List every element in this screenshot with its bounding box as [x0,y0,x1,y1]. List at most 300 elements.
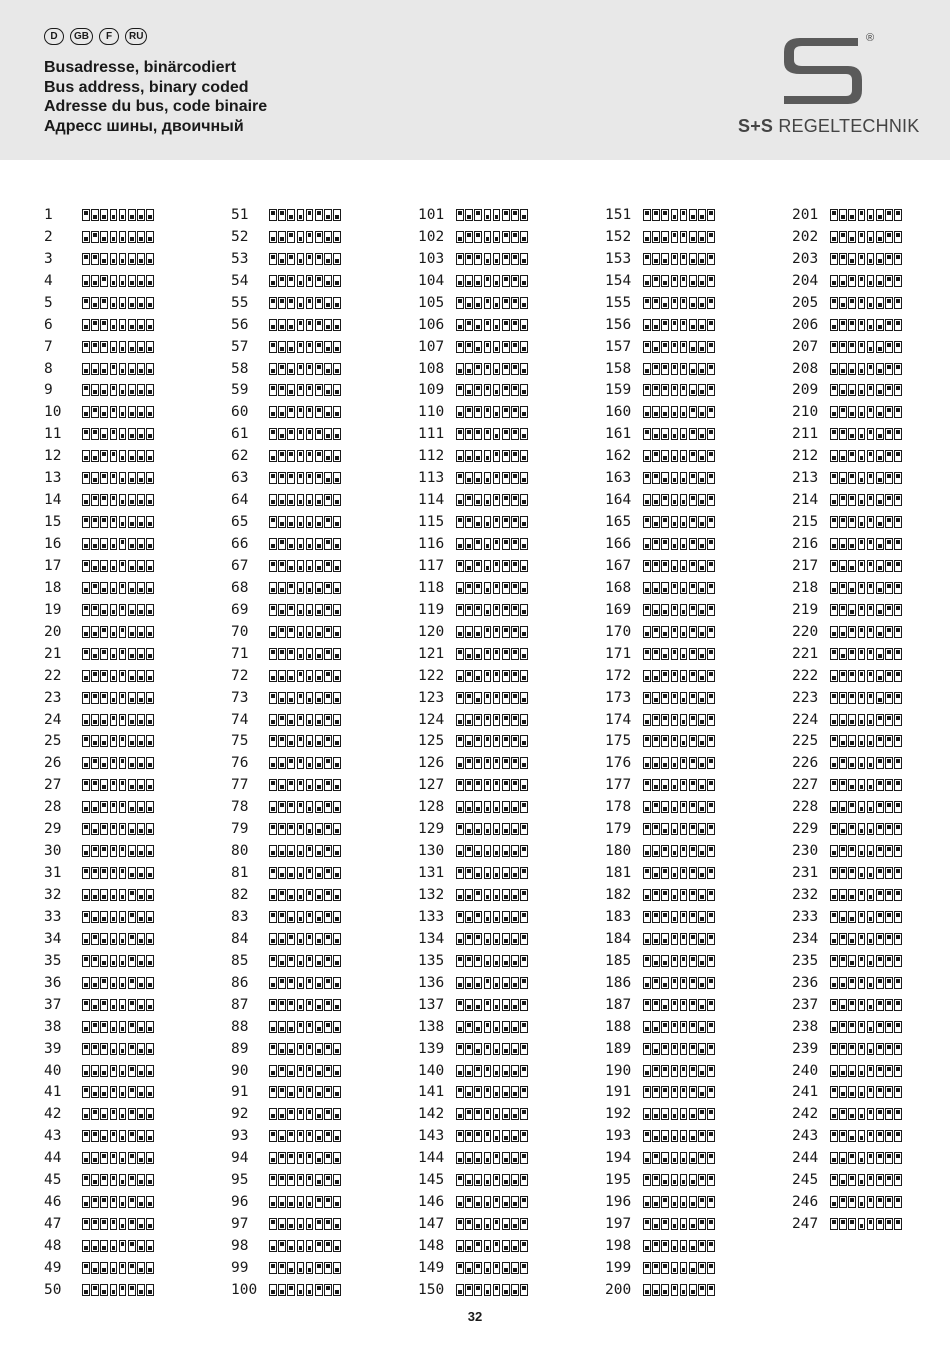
dip-switch-bit [287,999,295,1011]
dip-switch-bit [839,231,847,243]
dip-switch-bit [511,889,519,901]
dip-switch-bit [502,209,510,221]
dip-switch-bit [278,648,286,660]
address-number: 159 [605,382,632,399]
dip-switch-bit [128,582,136,594]
dip-switch-bit [82,560,90,572]
dip-switch-bit [146,538,154,550]
dip-switch-bit [82,1174,90,1186]
dip-switch-bit [652,1174,660,1186]
dip-switch-bit [493,999,501,1011]
dip-switch-bit [858,1152,866,1164]
dip-switch-bit [137,363,145,375]
dip-switch-bit [689,384,697,396]
dip-switch-bit [333,582,341,594]
dip-switch-bit [287,560,295,572]
dip-switch-bit [652,977,660,989]
address-row [418,1060,588,1082]
dip-switch-bit [876,450,884,462]
dip-switch-icon [456,845,528,857]
address-number: 199 [605,1259,632,1276]
dip-switch-bit [306,297,314,309]
dip-switch-bit [128,472,136,484]
dip-switch-bit [91,1196,99,1208]
dip-switch-bit [867,670,875,682]
dip-switch-bit [830,231,838,243]
dip-switch-bit [100,757,108,769]
dip-switch-icon [643,450,715,462]
address-number: 133 [418,908,445,925]
dip-switch-bit [502,1130,510,1142]
dip-switch-bit [91,582,99,594]
dip-switch-bit [315,1218,323,1230]
address-row [605,270,775,292]
dip-switch-bit [146,275,154,287]
dip-switch-icon [456,670,528,682]
dip-switch-bit [128,648,136,660]
dip-switch-bit [110,538,118,550]
dip-switch-bit [894,757,902,769]
dip-switch-bit [671,823,679,835]
address-number: 228 [792,799,819,816]
dip-switch-bit [128,538,136,550]
dip-switch-bit [465,231,473,243]
dip-switch-bit [858,231,866,243]
dip-switch-bit [456,450,464,462]
dip-switch-bit [82,757,90,769]
dip-switch-bit [306,604,314,616]
dip-switch-bit [493,1196,501,1208]
dip-switch-icon [830,406,902,418]
dip-switch-bit [867,406,875,418]
dip-switch-bit [137,823,145,835]
dip-switch-bit [100,582,108,594]
address-row [418,1213,588,1235]
dip-switch-bit [269,1284,277,1296]
dip-switch-bit [876,341,884,353]
address-row [605,380,775,402]
dip-switch-bit [867,779,875,791]
address-number: 147 [418,1216,445,1233]
dip-switch-bit [315,648,323,660]
dip-switch-bit [324,582,332,594]
dip-switch-bit [643,692,651,704]
address-row [231,401,401,423]
address-row [605,1257,775,1279]
dip-switch-bit [848,428,856,440]
dip-switch-bit [830,209,838,221]
dip-switch-bit [520,911,528,923]
dip-switch-bit [91,341,99,353]
dip-switch-bit [689,801,697,813]
address-number: 67 [231,557,249,574]
dip-switch-bit [474,955,482,967]
dip-switch-bit [680,384,688,396]
dip-switch-bit [324,801,332,813]
dip-switch-bit [661,341,669,353]
dip-switch-icon [830,472,902,484]
address-number: 217 [792,557,819,574]
dip-switch-bit [137,406,145,418]
dip-switch-bit [671,670,679,682]
address-number: 62 [231,448,249,465]
address-row [231,445,401,467]
dip-switch-bit [333,626,341,638]
dip-switch-bit [269,275,277,287]
dip-switch-bit [858,406,866,418]
dip-switch-bit [671,209,679,221]
dip-switch-bit [652,648,660,660]
dip-switch-icon [269,1086,341,1098]
dip-switch-icon [830,275,902,287]
dip-switch-bit [511,735,519,747]
dip-switch-bit [848,450,856,462]
address-number: 34 [44,930,62,947]
dip-switch-bit [128,911,136,923]
dip-switch-bit [661,231,669,243]
dip-switch-icon [830,1021,902,1033]
dip-switch-bit [894,977,902,989]
dip-switch-bit [839,626,847,638]
address-row [792,511,950,533]
dip-switch-bit [484,735,492,747]
dip-switch-bit [100,1196,108,1208]
dip-switch-bit [707,626,715,638]
address-row [792,928,950,950]
dip-switch-bit [91,779,99,791]
dip-switch-bit [100,516,108,528]
dip-switch-bit [119,275,127,287]
dip-switch-bit [465,670,473,682]
dip-switch-bit [484,779,492,791]
dip-switch-bit [306,757,314,769]
dip-switch-bit [671,1065,679,1077]
dip-switch-bit [278,1262,286,1274]
dip-switch-icon [269,231,341,243]
dip-switch-bit [269,231,277,243]
dip-switch-bit [297,363,305,375]
address-number: 235 [792,952,819,969]
dip-switch-bit [119,319,127,331]
dip-switch-bit [680,1043,688,1055]
dip-switch-bit [661,406,669,418]
dip-switch-bit [858,341,866,353]
dip-switch-bit [146,1065,154,1077]
dip-switch-bit [689,867,697,879]
dip-switch-bit [698,845,706,857]
address-row [418,884,588,906]
dip-switch-bit [707,1043,715,1055]
dip-switch-bit [839,648,847,660]
dip-switch-bit [306,648,314,660]
dip-switch-bit [493,1086,501,1098]
dip-switch-bit [484,319,492,331]
dip-switch-bit [520,648,528,660]
dip-switch-bit [689,1284,697,1296]
dip-switch-bit [100,253,108,265]
address-number: 13 [44,470,62,487]
address-row [418,358,588,380]
dip-switch-bit [848,823,856,835]
dip-switch-bit [661,626,669,638]
address-row [418,445,588,467]
dip-switch-bit [680,604,688,616]
dip-switch-bit [858,889,866,901]
dip-switch-bit [652,341,660,353]
address-number: 40 [44,1062,62,1079]
dip-switch-bit [689,1196,697,1208]
dip-switch-bit [876,626,884,638]
dip-switch-bit [287,779,295,791]
dip-switch-bit [119,516,127,528]
dip-switch-bit [520,845,528,857]
dip-switch-icon [830,604,902,616]
dip-switch-bit [661,955,669,967]
dip-switch-bit [146,714,154,726]
dip-switch-bit [297,911,305,923]
dip-switch-bit [661,933,669,945]
dip-switch-bit [456,801,464,813]
dip-switch-bit [848,1021,856,1033]
address-row [792,1103,950,1125]
address-number: 129 [418,821,445,838]
address-number: 247 [792,1216,819,1233]
dip-switch-bit [137,384,145,396]
address-number: 237 [792,996,819,1013]
dip-switch-bit [858,626,866,638]
dip-switch-bit [269,867,277,879]
dip-switch-icon [456,648,528,660]
dip-switch-bit [146,1130,154,1142]
dip-switch-bit [306,1108,314,1120]
dip-switch-bit [689,1262,697,1274]
dip-switch-bit [643,319,651,331]
dip-switch-bit [858,450,866,462]
address-number: 196 [605,1194,632,1211]
dip-switch-bit [333,845,341,857]
dip-switch-icon [269,1174,341,1186]
dip-switch-bit [128,604,136,616]
dip-switch-bit [333,779,341,791]
dip-switch-bit [707,275,715,287]
address-number: 171 [605,645,632,662]
address-row [792,445,950,467]
address-number: 151 [605,206,632,223]
dip-switch-bit [110,275,118,287]
address-row [44,709,214,731]
dip-switch-bit [100,845,108,857]
dip-switch-icon [643,692,715,704]
dip-switch-bit [128,297,136,309]
dip-switch-bit [137,757,145,769]
dip-switch-bit [858,538,866,550]
address-row [44,204,214,226]
dip-switch-bit [128,560,136,572]
dip-switch-bit [324,363,332,375]
dip-switch-bit [858,933,866,945]
dip-switch-bit [885,582,893,594]
dip-switch-bit [297,999,305,1011]
dip-switch-bit [830,692,838,704]
dip-switch-bit [315,1262,323,1274]
dip-switch-bit [91,428,99,440]
address-number: 106 [418,316,445,333]
dip-switch-bit [689,1174,697,1186]
dip-switch-bit [110,845,118,857]
dip-switch-bit [652,604,660,616]
dip-switch-bit [456,955,464,967]
dip-switch-bit [287,319,295,331]
dip-switch-bit [484,1043,492,1055]
dip-switch-bit [520,560,528,572]
dip-switch-bit [100,735,108,747]
dip-switch-bit [82,1218,90,1230]
address-number: 28 [44,799,62,816]
address-row [418,731,588,753]
dip-switch-bit [885,757,893,769]
dip-switch-bit [511,472,519,484]
dip-switch-bit [287,363,295,375]
dip-switch-bit [689,297,697,309]
address-row [792,248,950,270]
dip-switch-bit [315,494,323,506]
dip-switch-bit [652,1130,660,1142]
dip-switch-icon [643,341,715,353]
dip-switch-bit [652,889,660,901]
dip-switch-bit [493,889,501,901]
dip-switch-icon [82,670,154,682]
address-number: 225 [792,733,819,750]
dip-switch-bit [671,1174,679,1186]
dip-switch-bit [661,911,669,923]
dip-switch-bit [652,319,660,331]
dip-switch-bit [110,1043,118,1055]
address-number: 240 [792,1062,819,1079]
dip-switch-bit [671,1108,679,1120]
dip-switch-bit [146,341,154,353]
dip-switch-bit [128,626,136,638]
address-row [418,270,588,292]
dip-switch-bit [333,670,341,682]
dip-switch-bit [306,363,314,375]
dip-switch-bit [894,604,902,616]
dip-switch-icon [82,648,154,660]
dip-switch-bit [315,406,323,418]
dip-switch-bit [100,450,108,462]
address-row [792,1016,950,1038]
address-number: 119 [418,601,445,618]
dip-switch-bit [680,363,688,375]
dip-switch-bit [502,450,510,462]
address-number: 155 [605,294,632,311]
dip-switch-bit [306,450,314,462]
address-row [792,555,950,577]
dip-switch-bit [839,889,847,901]
address-number: 92 [231,1106,249,1123]
address-row [231,292,401,314]
dip-switch-icon [82,626,154,638]
dip-switch-bit [137,516,145,528]
dip-switch-bit [689,823,697,835]
dip-switch-bit [333,253,341,265]
dip-switch-icon [456,582,528,594]
dip-switch-bit [848,889,856,901]
dip-switch-bit [652,1196,660,1208]
dip-switch-icon [643,1196,715,1208]
dip-switch-bit [698,1130,706,1142]
dip-switch-bit [652,1240,660,1252]
dip-switch-bit [474,1218,482,1230]
dip-switch-bit [333,406,341,418]
dip-switch-icon [830,823,902,835]
dip-switch-bit [91,823,99,835]
dip-switch-bit [502,1043,510,1055]
dip-switch-bit [839,779,847,791]
address-number: 110 [418,404,445,421]
dip-switch-bit [269,889,277,901]
dip-switch-bit [287,1108,295,1120]
dip-switch-bit [511,1218,519,1230]
dip-switch-bit [830,648,838,660]
dip-switch-bit [324,428,332,440]
address-number: 161 [605,426,632,443]
dip-switch-bit [269,560,277,572]
address-row [231,1060,401,1082]
dip-switch-bit [269,1021,277,1033]
dip-switch-bit [652,1218,660,1230]
address-number: 204 [792,272,819,289]
dip-switch-bit [306,626,314,638]
dip-switch-bit [110,560,118,572]
dip-switch-icon [830,297,902,309]
dip-switch-bit [885,735,893,747]
dip-switch-bit [137,692,145,704]
dip-switch-bit [146,604,154,616]
dip-switch-bit [456,494,464,506]
dip-switch-bit [278,1086,286,1098]
dip-switch-bit [643,845,651,857]
dip-switch-bit [82,1152,90,1164]
dip-switch-bit [707,999,715,1011]
dip-switch-bit [119,955,127,967]
address-number: 79 [231,821,249,838]
address-row [418,1279,588,1301]
dip-switch-bit [894,297,902,309]
dip-switch-icon [830,911,902,923]
dip-switch-bit [502,472,510,484]
dip-switch-bit [830,538,838,550]
dip-switch-bit [287,538,295,550]
dip-switch-bit [867,494,875,506]
dip-switch-bit [297,626,305,638]
dip-switch-bit [137,560,145,572]
dip-switch-bit [493,1043,501,1055]
dip-switch-bit [707,911,715,923]
dip-switch-bit [707,977,715,989]
dip-switch-bit [652,757,660,769]
dip-switch-bit [128,516,136,528]
dip-switch-bit [830,604,838,616]
address-row [792,818,950,840]
dip-switch-bit [848,801,856,813]
dip-switch-bit [661,1086,669,1098]
dip-switch-bit [91,757,99,769]
dip-switch-bit [511,823,519,835]
dip-switch-bit [333,1152,341,1164]
dip-switch-bit [465,1086,473,1098]
dip-switch-bit [315,977,323,989]
dip-switch-icon [643,955,715,967]
